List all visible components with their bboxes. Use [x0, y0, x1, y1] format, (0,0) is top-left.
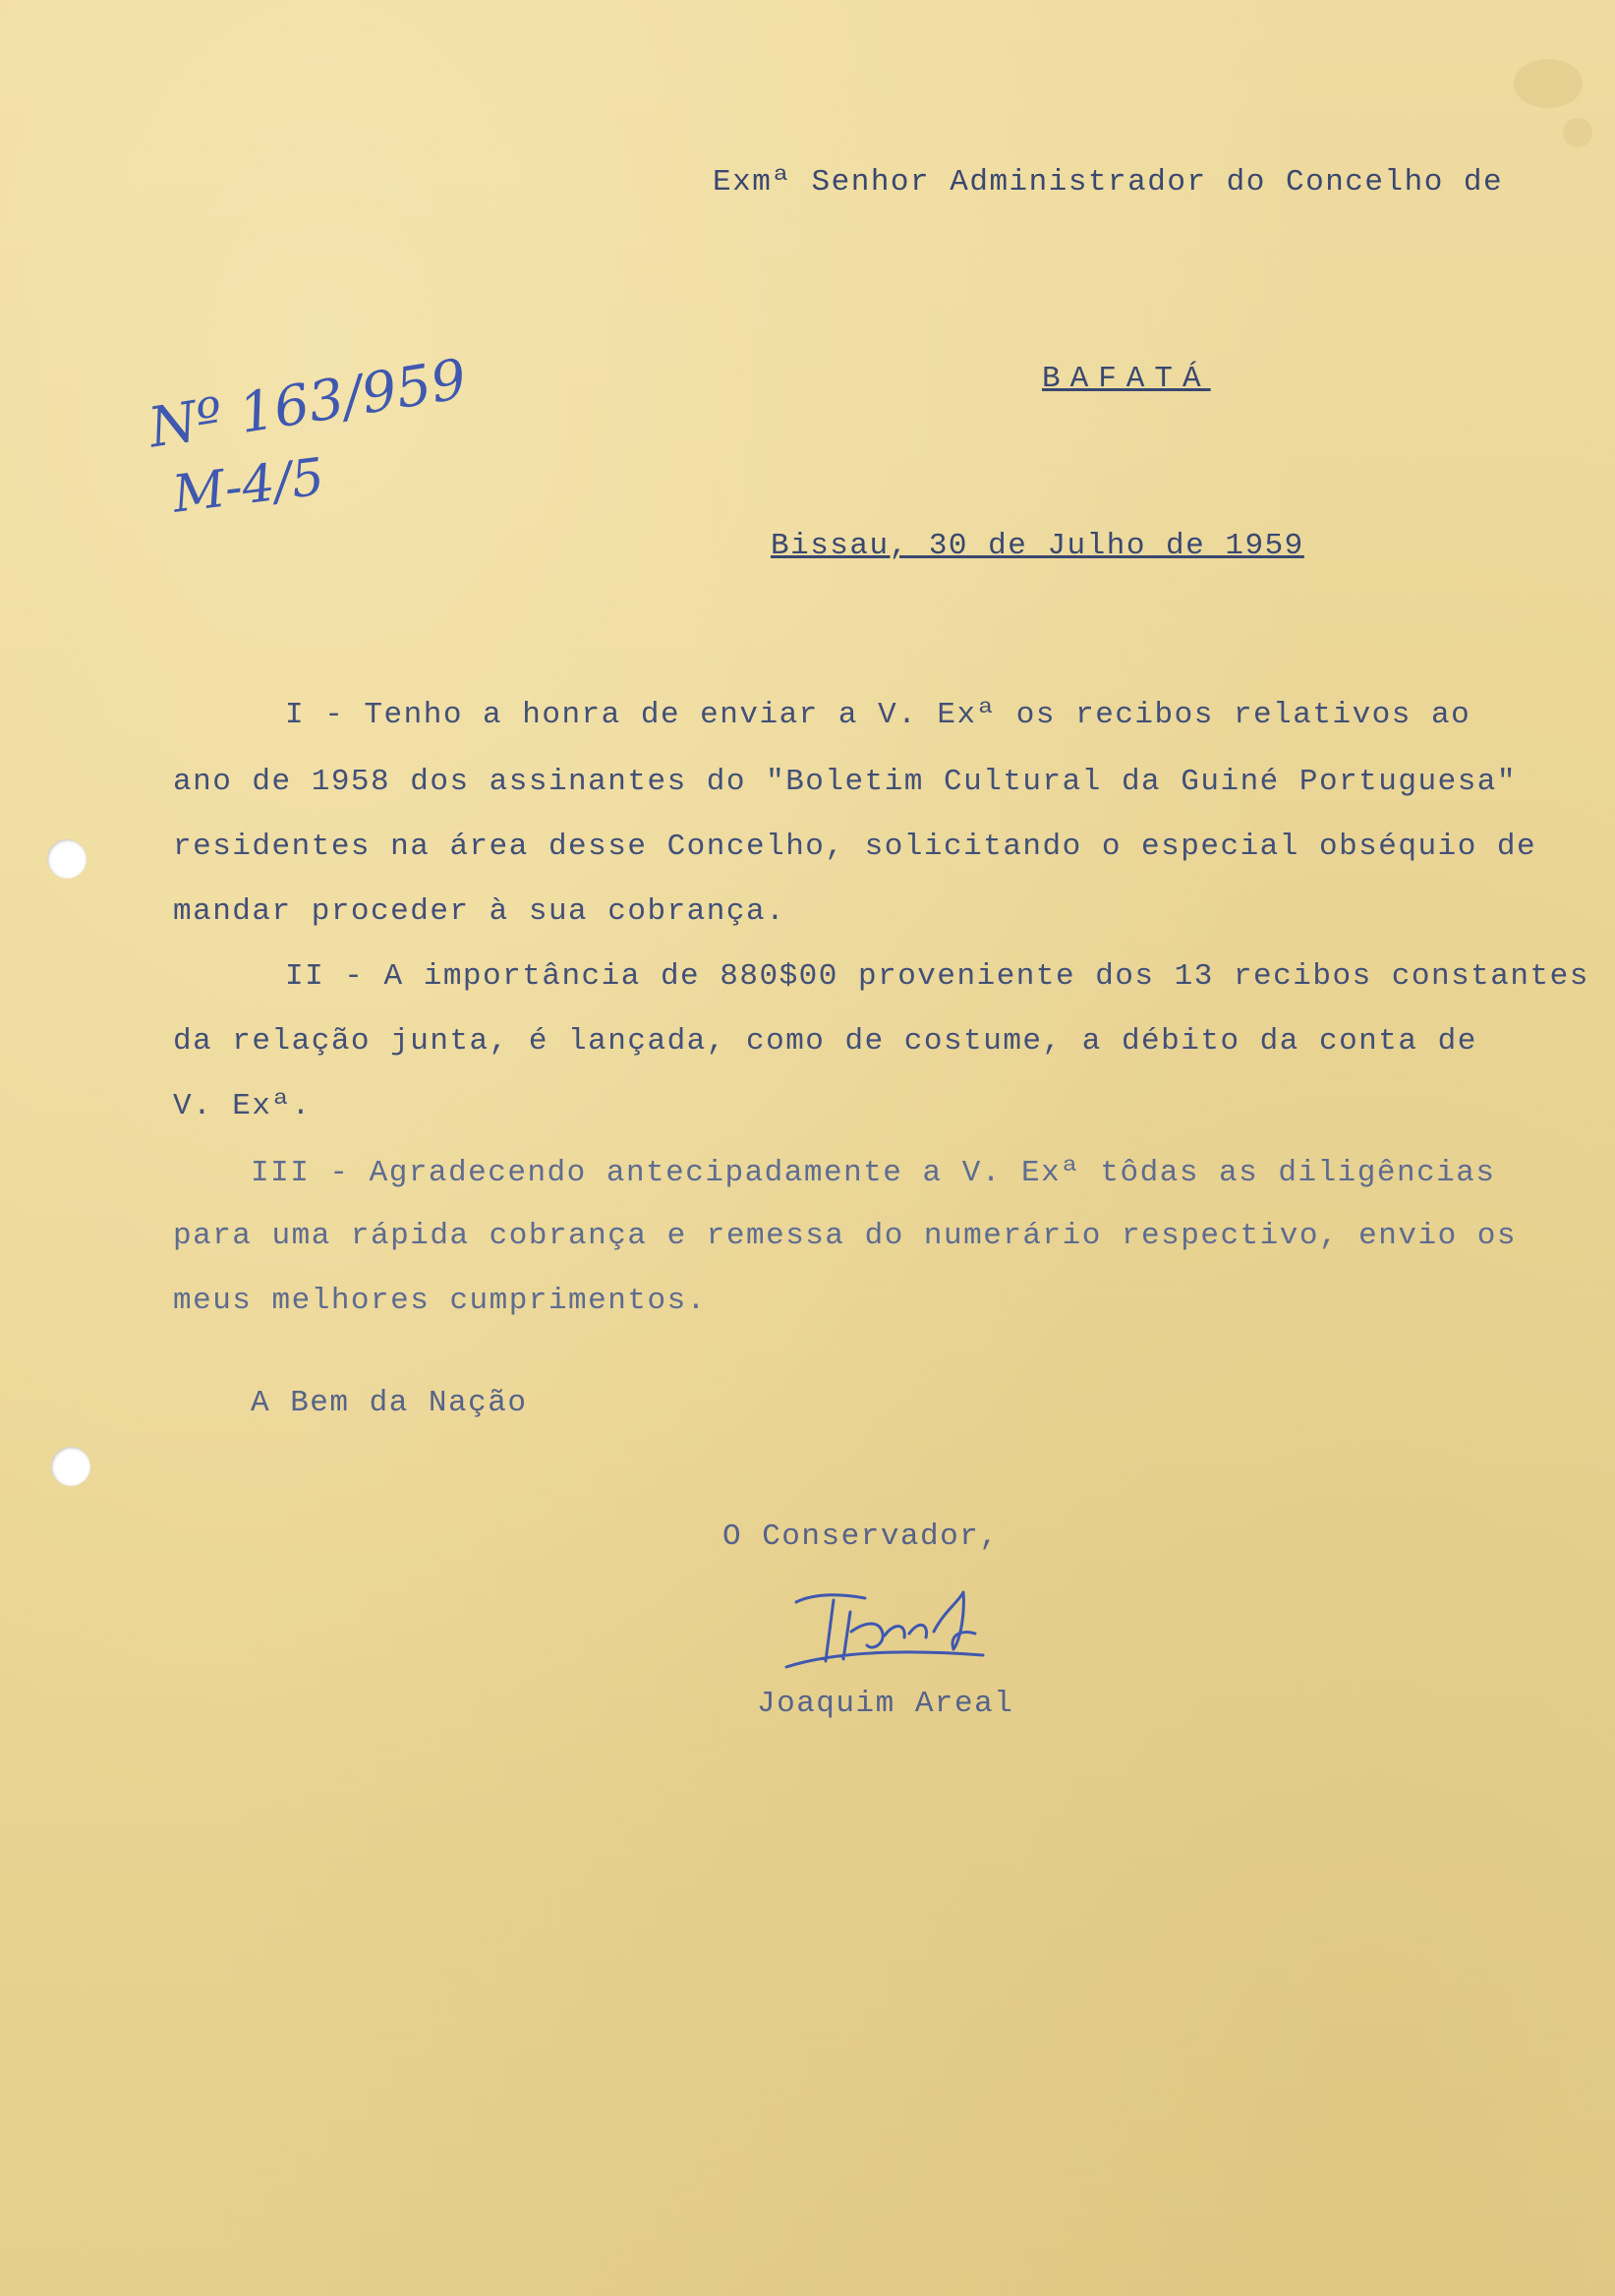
body-line: III - Agradecendo antecipadamente a V. Exª tôdas as diligências [251, 1156, 1496, 1190]
paper-stain [1514, 59, 1583, 108]
addressee-place: BAFATÁ [1042, 362, 1211, 396]
body-line: mandar proceder à sua cobrança. [173, 894, 786, 929]
letter-date: Bissau, 30 de Julho de 1959 [771, 529, 1304, 563]
body-line: ano de 1958 dos assinantes do "Boletim Cultural da Guiné Portuguesa" [173, 765, 1518, 799]
body-line: II - A importância de 880$00 proveniente dos 13 recibos constantes [285, 959, 1589, 994]
signature-image [757, 1573, 1032, 1681]
closing-formula: A Bem da Nação [251, 1386, 528, 1420]
body-line: meus melhores cumprimentos. [173, 1284, 707, 1318]
handwritten-file-code: M-4/5 [169, 447, 328, 525]
body-line: residentes na área desse Concelho, solicitando o especial obséquio de [173, 830, 1537, 864]
body-line: V. Exª. [173, 1089, 312, 1123]
punch-hole [47, 839, 87, 879]
body-line: da relação junta, é lançada, como de costume, a débito da conta de [173, 1024, 1477, 1059]
body-line: I - Tenho a honra de enviar a V. Exª os recibos relativos ao [285, 698, 1471, 732]
punch-hole [51, 1447, 90, 1486]
addressee-line: Exmª Senhor Administrador do Concelho de [713, 165, 1504, 200]
handwritten-reference-number: Nº 163/959 [144, 347, 471, 461]
body-line: para uma rápida cobrança e remessa do numerário respectivo, envio os [173, 1219, 1518, 1253]
signatory-name: Joaquim Areal [757, 1687, 1014, 1721]
paper-stain [1563, 118, 1592, 147]
signatory-title: O Conservador, [722, 1520, 1000, 1554]
